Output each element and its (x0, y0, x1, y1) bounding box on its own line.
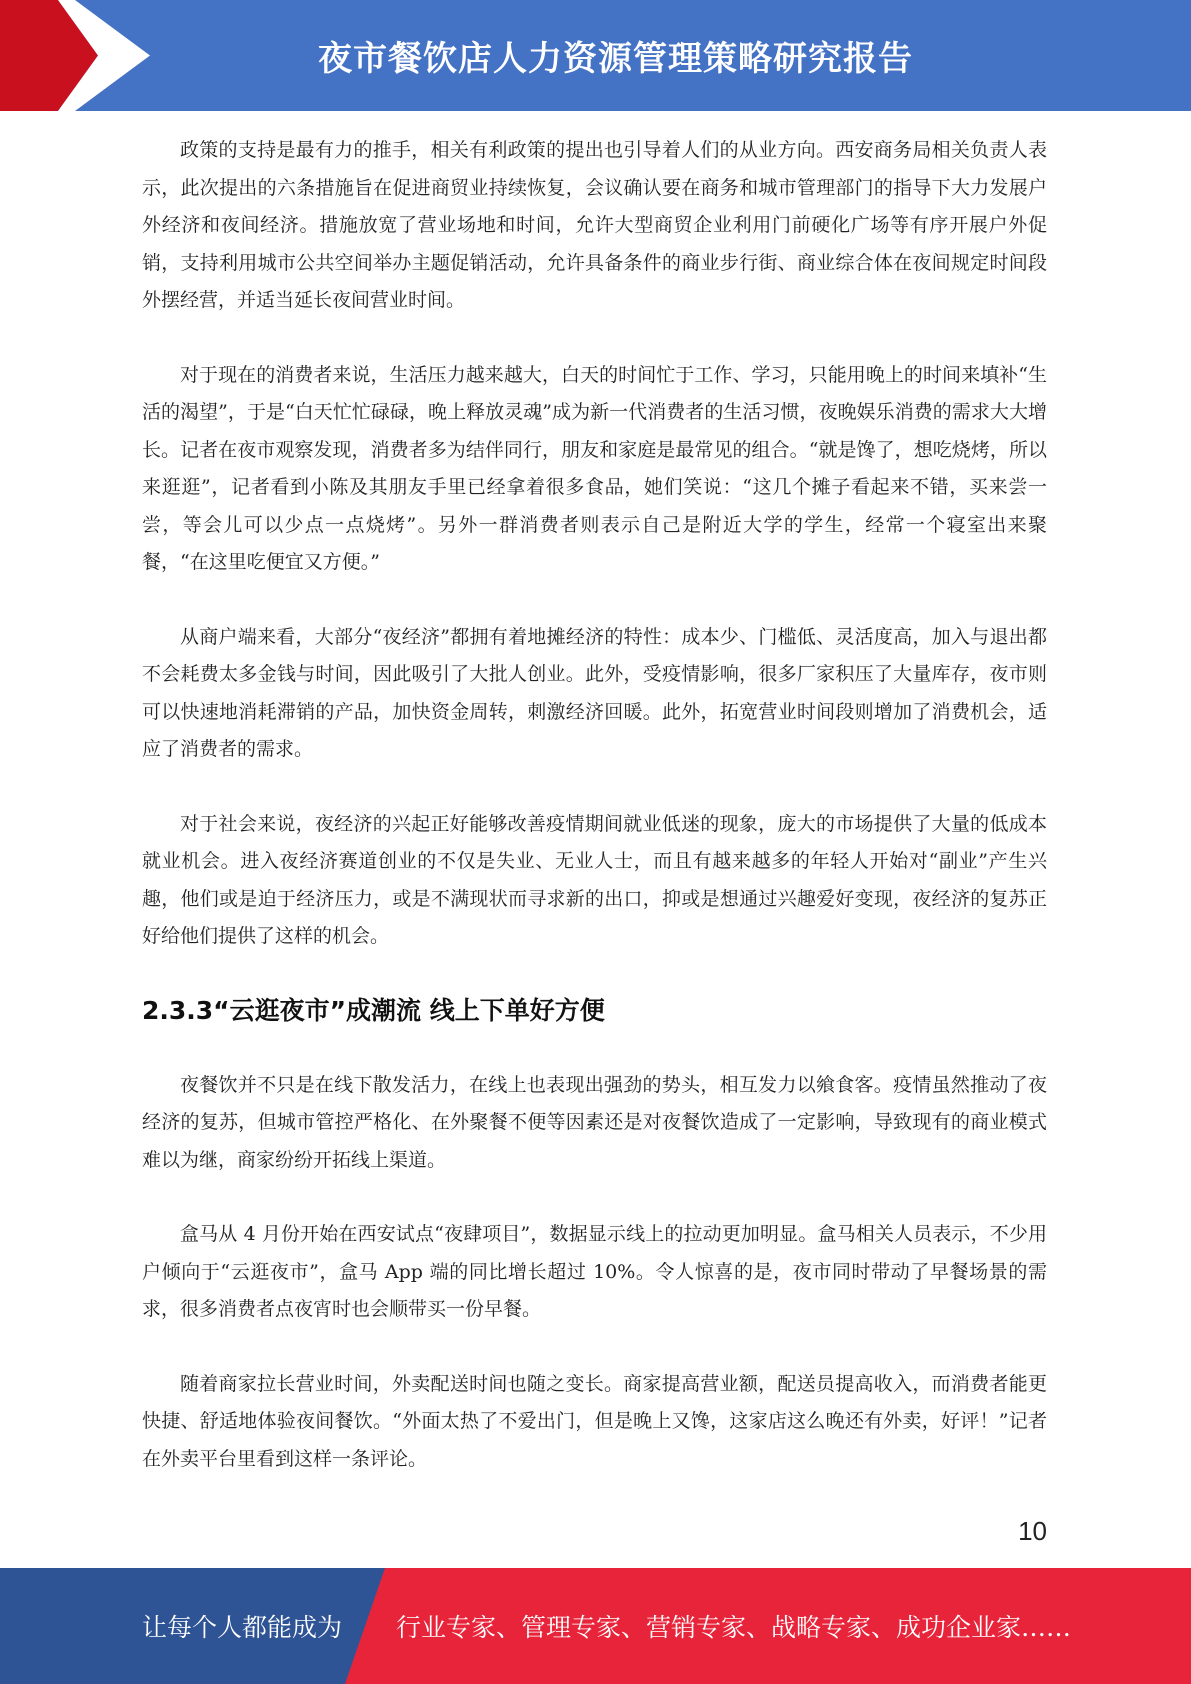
footer-slogan-left: 让每个人都能成为 (142, 1613, 343, 1642)
section-heading: 2.3.3“云逛夜市”成潮流 线上下单好方便 (142, 995, 605, 1025)
paragraph-merchants: 从商户端来看，大部分“夜经济”都拥有着地摊经济的特性：成本少、门槛低、灵活度高，加入与退出都不会耗费太多金钱与时间，因此吸引了大批人创业。此外，受疫情影响，很多厂家积压了大量库存，夜市则可以快速地消耗滞销的产品，加快资金周转，刺激经济回暖。此外，拓宽营业时间段则增加了消费机会，适应了消费者的需求。 (142, 625, 1047, 760)
paragraph-hema: 盒马从 4 月份开始在西安试点“夜肆项目”，数据显示线上的拉动更加明显。盒马相关人员表示，不少用户倾向于“云逛夜市”，盒马 App 端的同比增长超过 10%。令人惊喜的是，夜市同时带动了早餐场景的需求，很多消费者点夜宵时也会顺带买一份早餐。 (142, 1223, 1047, 1320)
paragraph-consumers: 对于现在的消费者来说，生活压力越来越大，白天的时间忙于工作、学习，只能用晚上的时间来填补“生活的渴望”，于是“白天忙忙碌碌，晚上释放灵魂”成为新一代消费者的生活习惯，夜晚娱乐消费的需求大大增长。记者在夜市观察发现，消费者多为结伴同行，朋友和家庭是最常见的组合。“就是馋了，想吃烧烤，所以来逛逛”，记者看到小陈及其朋友手里已经拿着很多食品，她们笑说：“这几个摊子看起来不错，买来尝一尝，等会儿可以少点一点烧烤”。另外一群消费者则表示自己是附近大学的学生，经常一个寝室出来聚餐，“在这里吃便宜又方便。” (142, 363, 1047, 573)
paragraph-delivery: 随着商家拉长营业时间，外卖配送时间也随之变长。商家提高营业额，配送员提高收入，而消费者能更快捷、舒适地体验夜间餐饮。“外面太热了不爱出门，但是晚上又馋，这家店这么晚还有外卖，好评！”记者在外卖平台里看到这样一条评论。 (142, 1372, 1047, 1470)
header-band (0, 0, 1191, 111)
document-title: 夜市餐饮店人力资源管理策略研究报告 (318, 39, 913, 79)
paragraph-policy: 政策的支持是最有力的推手，相关有利政策的提出也引导着人们的从业方向。西安商务局相关负责人表示，此次提出的六条措施旨在促进商贸业持续恢复，会议确认要在商务和城市管理部门的指导下大力发展户外经济和夜间经济。措施放宽了营业场地和时间，允许大型商贸企业利用门前硬化广场等有序开展户外促销，支持利用城市公共空间举办主题促销活动，允许具备条件的商业步行街、商业综合体在夜间规定时间段外摆经营，并适当延长夜间营业时间。 (142, 139, 1047, 311)
paragraph-online: 夜餐饮并不只是在线下散发活力，在线上也表现出强劲的势头，相互发力以飨食客。疫情虽然推动了夜经济的复苏，但城市管控严格化、在外聚餐不便等因素还是对夜餐饮造成了一定影响，导致现有的商业模式难以为继，商家纷纷开拓线上渠道。 (142, 1073, 1047, 1171)
paragraph-society: 对于社会来说，夜经济的兴起正好能够改善疫情期间就业低迷的现象，庞大的市场提供了大量的低成本就业机会。进入夜经济赛道创业的不仅是失业、无业人士，而且有越来越多的年轻人开始对“副业”产生兴趣，他们或是迫于经济压力，或是不满现状而寻求新的出口，抑或是想通过兴趣爱好变现，夜经济的复苏正好给他们提供了这样的机会。 (142, 812, 1047, 947)
page-content (142, 132, 1047, 1515)
page-number: 10 (1018, 1516, 1047, 1546)
footer-band (0, 1568, 1191, 1684)
footer-slogan-right: 行业专家、管理专家、营销专家、战略专家、成功企业家…… (396, 1613, 1072, 1642)
